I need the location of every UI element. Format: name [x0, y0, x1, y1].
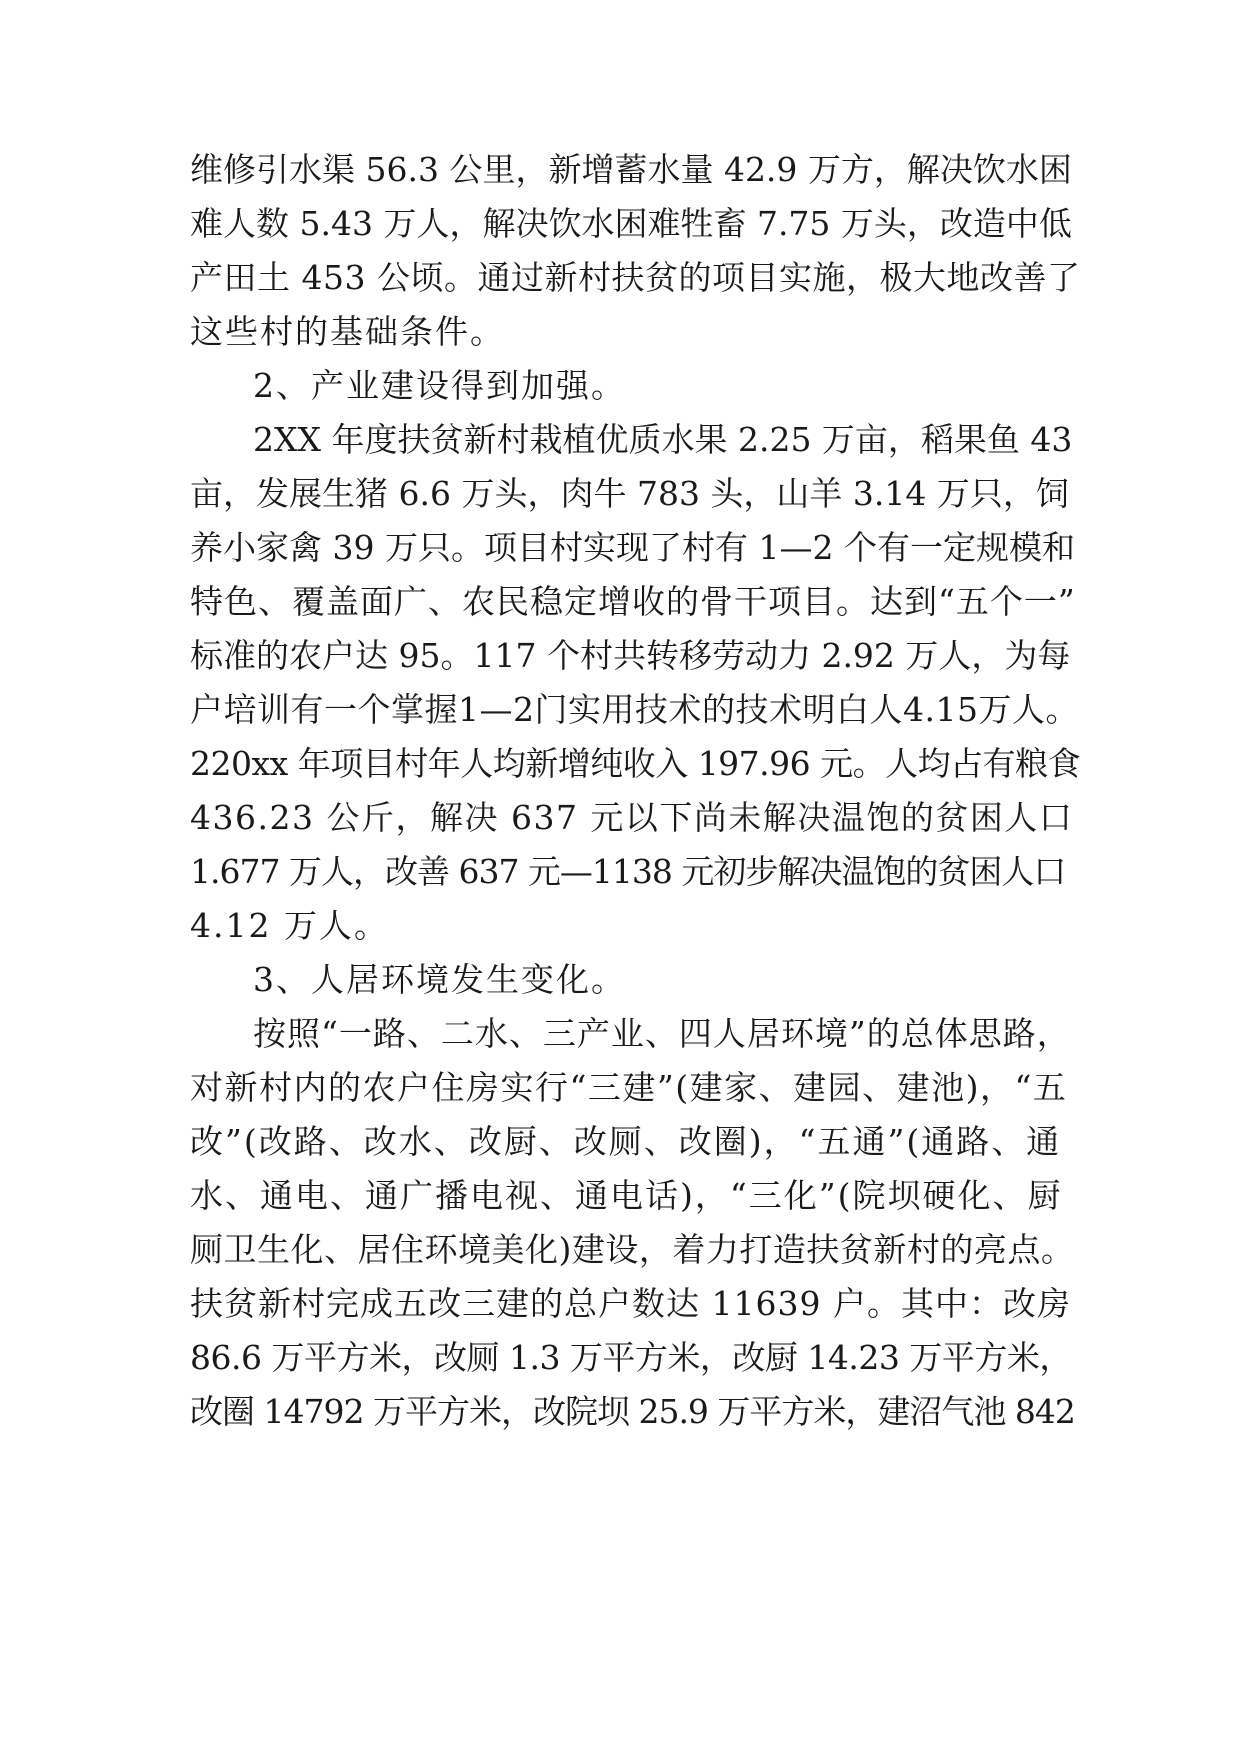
body-text-line: 对新村内的农户住房实行“三建”(建家、建园、建池)，“五 [190, 1068, 1068, 1107]
body-text-line: 亩，发展生猪 6.6 万头，肉牛 783 头，山羊 3.14 万只，饲 [190, 474, 1069, 513]
body-text-line: 产田土 453 公顷。通过新村扶贫的项目实施，极大地改善了 [190, 258, 1081, 297]
body-text-line: 厕卫生化、居住环境美化)建设，着力打造扶贫新村的亮点。 [190, 1230, 1075, 1269]
body-text-line: 特色、覆盖面广、农民稳定增收的骨干项目。达到“五个一” [190, 582, 1076, 621]
body-text-line: 维修引水渠 56.3 公里，新增蓄水量 42.9 万方，解决饮水困 [190, 150, 1072, 189]
body-text-line: 2XX 年度扶贫新村栽植优质水果 2.25 万亩，稻果鱼 43 [253, 420, 1073, 459]
body-text-line: 改”(改路、改水、改厨、改厕、改圈)，“五通”(通路、通 [190, 1122, 1062, 1161]
body-text-line: 水、通电、通广播电视、通电话)，“三化”(院坝硬化、厨 [190, 1176, 1063, 1215]
body-text-line: 户培训有一个掌握1—2门实用技术的技术明白人4.15万人。 [190, 690, 1079, 729]
body-text-line: 养小家禽 39 万只。项目村实现了村有 1—2 个有一定规模和 [190, 528, 1075, 567]
section-heading: 3、人居环境发生变化。 [253, 960, 626, 999]
body-text-line: 220xx 年项目村年人均新增纯收入 197.96 元。人均占有粮食 [190, 744, 1081, 783]
body-text-line: 436.23 公斤，解决 637 元以下尚未解决温饱的贫困人口 [190, 798, 1074, 837]
body-text-line: 1.677 万人，改善 637 元—1138 元初步解决温饱的贫困人口 [190, 852, 1066, 891]
body-text-line: 按照“一路、二水、三产业、四人居环境”的总体思路， [253, 1014, 1071, 1053]
body-text-line: 扶贫新村完成五改三建的总户数达 11639 户。其中：改房 [190, 1284, 1071, 1323]
body-text-line: 改圈 14792 万平方米，改院坝 25.9 万平方米，建沼气池 842 [190, 1392, 1075, 1431]
body-text-line: 86.6 万平方米，改厕 1.3 万平方米，改厨 14.23 万平方米， [190, 1338, 1072, 1377]
body-text-line: 标准的农户达 95。117 个村共转移劳动力 2.92 万人，为每 [190, 636, 1071, 675]
section-heading: 2、产业建设得到加强。 [253, 366, 626, 405]
body-text-line: 这些村的基础条件。 [190, 312, 505, 351]
body-text-line: 4.12 万人。 [190, 906, 389, 945]
body-text-line: 难人数 5.43 万人，解决饮水困难牲畜 7.75 万头，改造中低 [190, 204, 1072, 243]
